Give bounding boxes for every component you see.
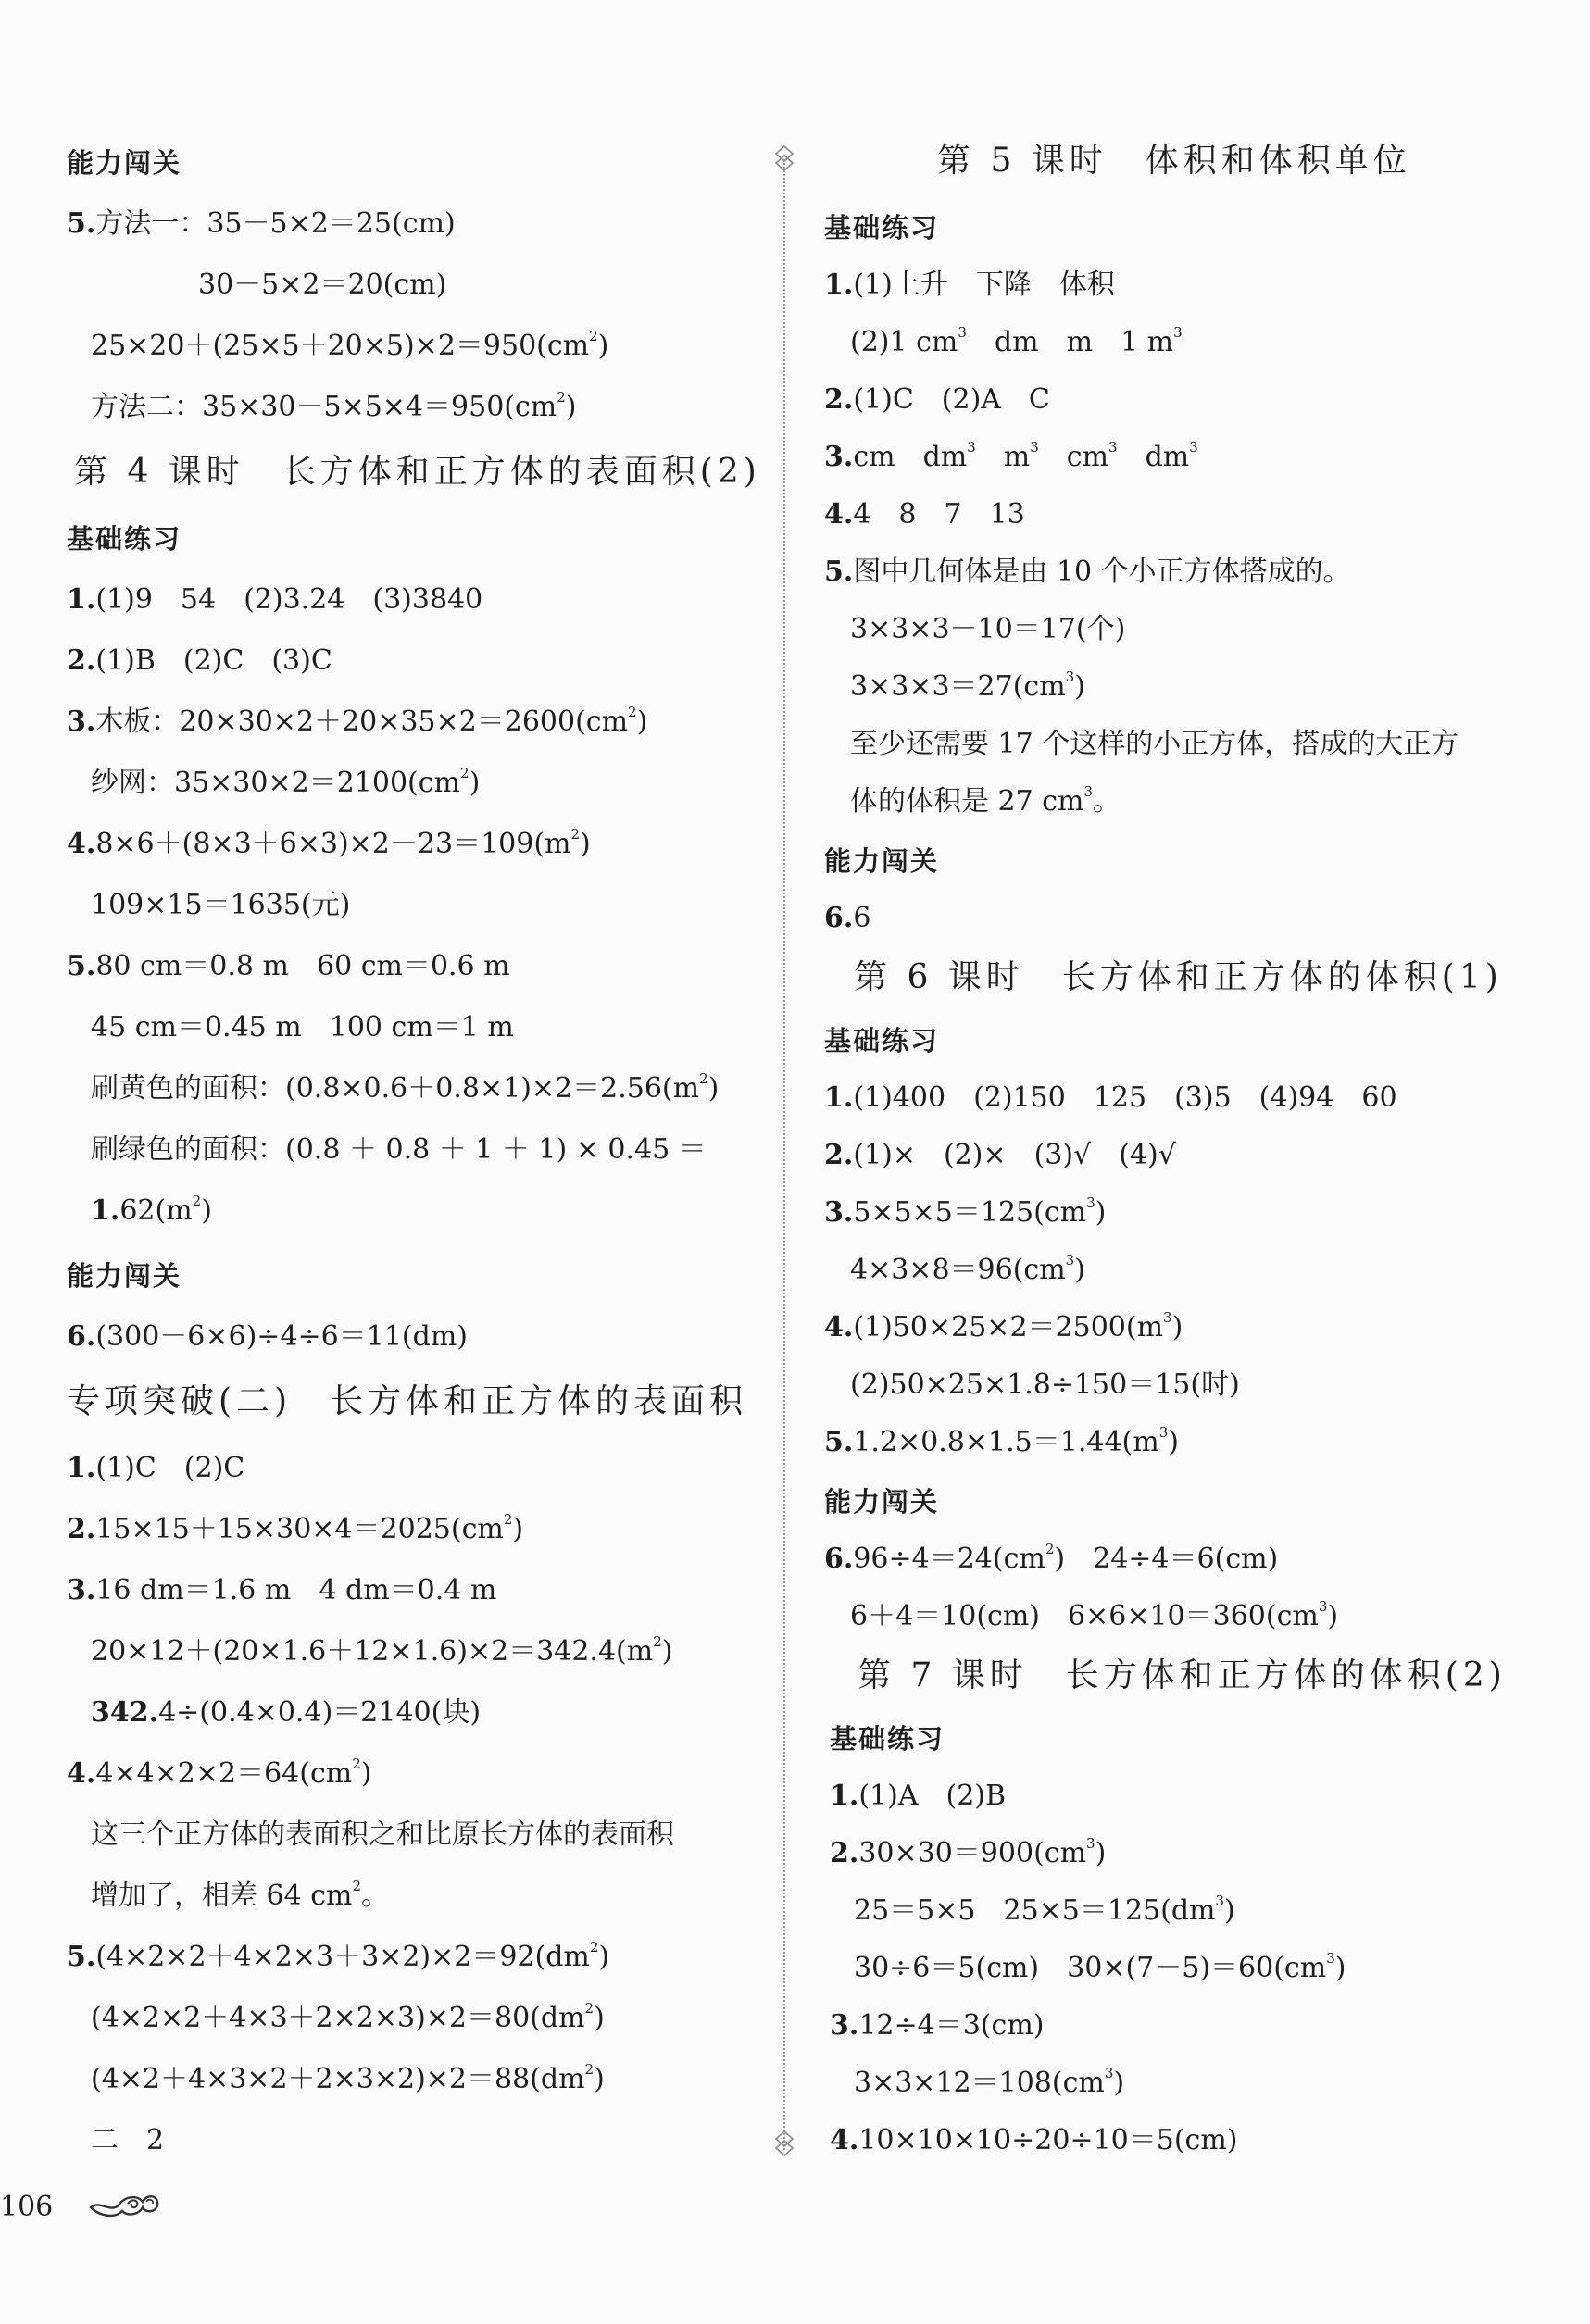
answer-line: $5.(4\times 2\times 2+4\times 2\times 3+3\times 2)\times 2=92(dm^2)$ [67, 1939, 610, 1973]
question-number: 5. [824, 556, 854, 588]
question-number: 4. [824, 1311, 854, 1343]
answer-line: 30－5×2＝20(cm) [198, 269, 447, 301]
question-number: 2. [67, 644, 96, 677]
section-heading: 能力闯关 [824, 845, 940, 877]
lesson-title: 第 7 课时 长方体和正方体的体积(2) [858, 1656, 1507, 1694]
answer-line: 1.(1)A (2)B [830, 1780, 1007, 1812]
question-number: 1. [67, 583, 96, 616]
question-number: 5. [67, 950, 96, 982]
answer-line: 45 cm＝0.45 m 100 cm＝1 m [91, 1011, 514, 1043]
question-number: 6. [67, 1320, 96, 1353]
answer-line: 109×15＝1635(元) [91, 889, 351, 921]
cloud-ornament-icon [87, 2180, 163, 2226]
answer-line: 3.12÷4＝3(cm) [830, 2009, 1045, 2042]
question-number: 5. [824, 1426, 854, 1458]
question-number: 6. [824, 902, 854, 934]
answer-line: $2.15\times 15+15\times 30\times 4=2025(cm^2)$ [67, 1511, 524, 1545]
question-number: 1. [91, 1194, 120, 1227]
answer-line: $4.8\times 6+(8\times 3+6\times 3)\times 2-23=109(m^2)$ [67, 826, 591, 860]
answer-line: $(4\times 2+4\times 3\times 2+2\times 3\times 2)\times 2=88(dm^2)$ [91, 2061, 605, 2095]
answer-line: 4.4 8 7 13 [824, 498, 1025, 531]
section-heading: 基础练习 [830, 1723, 945, 1755]
question-number: 1. [67, 1452, 96, 1484]
answer-line: 5.80 cm＝0.8 m 60 cm＝0.6 m [67, 950, 510, 982]
answer-line: $(4\times 2\times 2+4\times 3+2\times 2\times 3)\times 2=80(dm^2)$ [91, 2000, 605, 2034]
answer-line: 二 2 [91, 2124, 165, 2156]
answer-line: 刷黄色的面积：$(0.8\times 0.6+0.8\times 1)\times 2=2.56(m^2)$ [91, 1070, 720, 1105]
question-number: 3. [67, 706, 96, 738]
answer-line: 3.木板：$20\times 30\times 2+20\times 35\times 2=2600(cm^2)$ [67, 704, 648, 738]
section-heading: 能力闯关 [824, 1486, 940, 1518]
answer-line: $4\times 3\times 8=96(cm^3)$ [850, 1252, 1085, 1286]
question-number: 3. [830, 2009, 859, 2042]
answer-line: 1.(1)400 (2)150 125 (3)5 (4)94 60 [824, 1081, 1397, 1114]
answer-line: 方法二：$35\times 30-5\times 5\times 4=950(cm^2)$ [91, 389, 577, 423]
divider-ornament-icon [772, 2130, 796, 2157]
question-number: 1. [824, 1081, 854, 1114]
question-number: 4. [67, 1757, 96, 1790]
answer-line: $3\times 3\times 3=27(cm^3)$ [850, 668, 1085, 703]
answer-line: $6.96\div 4=24(cm^2)$ 24÷4＝6(cm) [824, 1541, 1279, 1575]
answer-line: 纱网：$35\times 30\times 2=2100(cm^2)$ [91, 765, 481, 799]
section-heading: 基础练习 [824, 212, 940, 244]
question-number: 5. [67, 1941, 96, 1973]
answer-line: $20\times 12+(20\times 1.6+12\times 1.6)\times 2=342.4(m^2)$ [91, 1633, 673, 1668]
answer-line: 1.(1)上升 下降 体积 [824, 269, 1115, 301]
question-number: 4. [67, 828, 96, 860]
answer-line: $25\times 20+(25\times 5+20\times 5)\times 2=950(cm^2)$ [91, 328, 609, 362]
answer-line: $4.4\times 4\times 2\times 2=64(cm^2)$ [67, 1755, 372, 1790]
question-number: 2. [824, 383, 854, 416]
question-number: 342. [91, 1696, 159, 1729]
answer-line: $3\times 3\times 12=108(cm^3)$ [854, 2065, 1125, 2099]
answer-line: 3.16 dm＝1.6 m 4 dm＝0.4 m [67, 1574, 497, 1606]
answer-line: 2.(1)B (2)C (3)C [67, 644, 332, 677]
lesson-title: 第 5 课时 体积和体积单位 [937, 142, 1411, 180]
question-number: 2. [830, 1837, 859, 1869]
question-number: 1. [830, 1780, 859, 1812]
answer-line: 至少还需要 17 个这样的小正方体，搭成的大正方 [850, 728, 1459, 760]
answer-line: 342.4÷(0.4×0.4)＝2140(块) [91, 1696, 482, 1729]
answer-line: $1.62(m^2)$ [91, 1193, 212, 1227]
lesson-title: 第 4 课时 长方体和正方体的表面积(2) [74, 453, 761, 491]
answer-line: 3.cm $dm^3$ $m^3$ $cm^3$ $dm^3$ [824, 439, 1198, 473]
question-number: 3. [824, 441, 854, 473]
section-heading: 能力闯关 [67, 147, 182, 179]
answer-line: 6.6 [824, 902, 871, 934]
answer-line: 5.方法一：35－5×2＝25(cm) [67, 207, 456, 240]
answer-line: 5.图中几何体是由 10 个小正方体搭成的。 [824, 556, 1351, 588]
answer-line: 刷绿色的面积：(0.8 ＋ 0.8 ＋ 1 ＋ 1) × 0.45 ＝ [91, 1133, 707, 1166]
question-number: 2. [824, 1139, 854, 1171]
column-divider [783, 159, 785, 2150]
question-number: 1. [824, 269, 854, 301]
answer-line: 30÷6＝5(cm) $30\times(7-5)=60(cm^3)$ [854, 1950, 1346, 1984]
answer-line: 4.10×10×10÷20÷10＝5(cm) [830, 2124, 1238, 2156]
answer-line: 2.(1)× (2)× (3)√ (4)√ [824, 1139, 1176, 1171]
divider-ornament-icon [772, 144, 796, 172]
section-heading: 基础练习 [824, 1025, 940, 1056]
answer-line: 体的体积是 27 $cm^3$。 [850, 783, 1121, 818]
answer-line: $4.(1)50\times 25\times 2=2500(m^3)$ [824, 1309, 1183, 1343]
answer-line: 1.(1)C (2)C [67, 1452, 245, 1484]
answer-line: (2)50×25×1.8÷150＝15(时) [850, 1368, 1240, 1401]
answer-line: 25＝5×5 $25\times 5=125(dm^3)$ [854, 1893, 1235, 1927]
section-heading: 能力闯关 [67, 1260, 182, 1292]
section-heading: 基础练习 [67, 523, 182, 555]
question-number: 5. [67, 207, 96, 240]
question-number: 4. [824, 498, 854, 531]
lesson-title: 第 6 课时 长方体和正方体的体积(1) [854, 958, 1503, 996]
answer-line: $2.30\times 30=900(cm^3)$ [830, 1835, 1107, 1869]
answer-line: 6.(300－6×6)÷4÷6＝11(dm) [67, 1320, 468, 1353]
answer-line: 6＋4＝10(cm) $6\times 6\times 10=360(cm^3)$ [850, 1598, 1339, 1632]
answer-line: (2)1 $cm^3$ dm m 1 $m^3$ [850, 324, 1183, 358]
answer-line: 增加了，相差 64 $cm^2$。 [91, 1878, 390, 1912]
question-number: 4. [830, 2124, 859, 2156]
question-number: 6. [824, 1543, 854, 1575]
answer-line: 2.(1)C (2)A C [824, 383, 1050, 416]
question-number: 3. [824, 1196, 854, 1229]
answer-line: 3×3×3－10＝17(个) [850, 613, 1126, 645]
answer-line: 1.(1)9 54 (2)3.24 (3)3840 [67, 583, 483, 616]
question-number: 2. [67, 1513, 96, 1545]
special-topic-title: 专项突破(二) 长方体和正方体的表面积 [67, 1382, 748, 1420]
question-number: 3. [67, 1574, 96, 1606]
answer-line: $5.1.2\times 0.8\times 1.5=1.44(m^3)$ [824, 1424, 1179, 1458]
answer-line: 这三个正方体的表面积之和比原长方体的表面积 [91, 1818, 674, 1851]
answer-line: $3.5\times 5\times 5=125(cm^3)$ [824, 1194, 1107, 1229]
page-number: 106 [0, 2191, 54, 2223]
